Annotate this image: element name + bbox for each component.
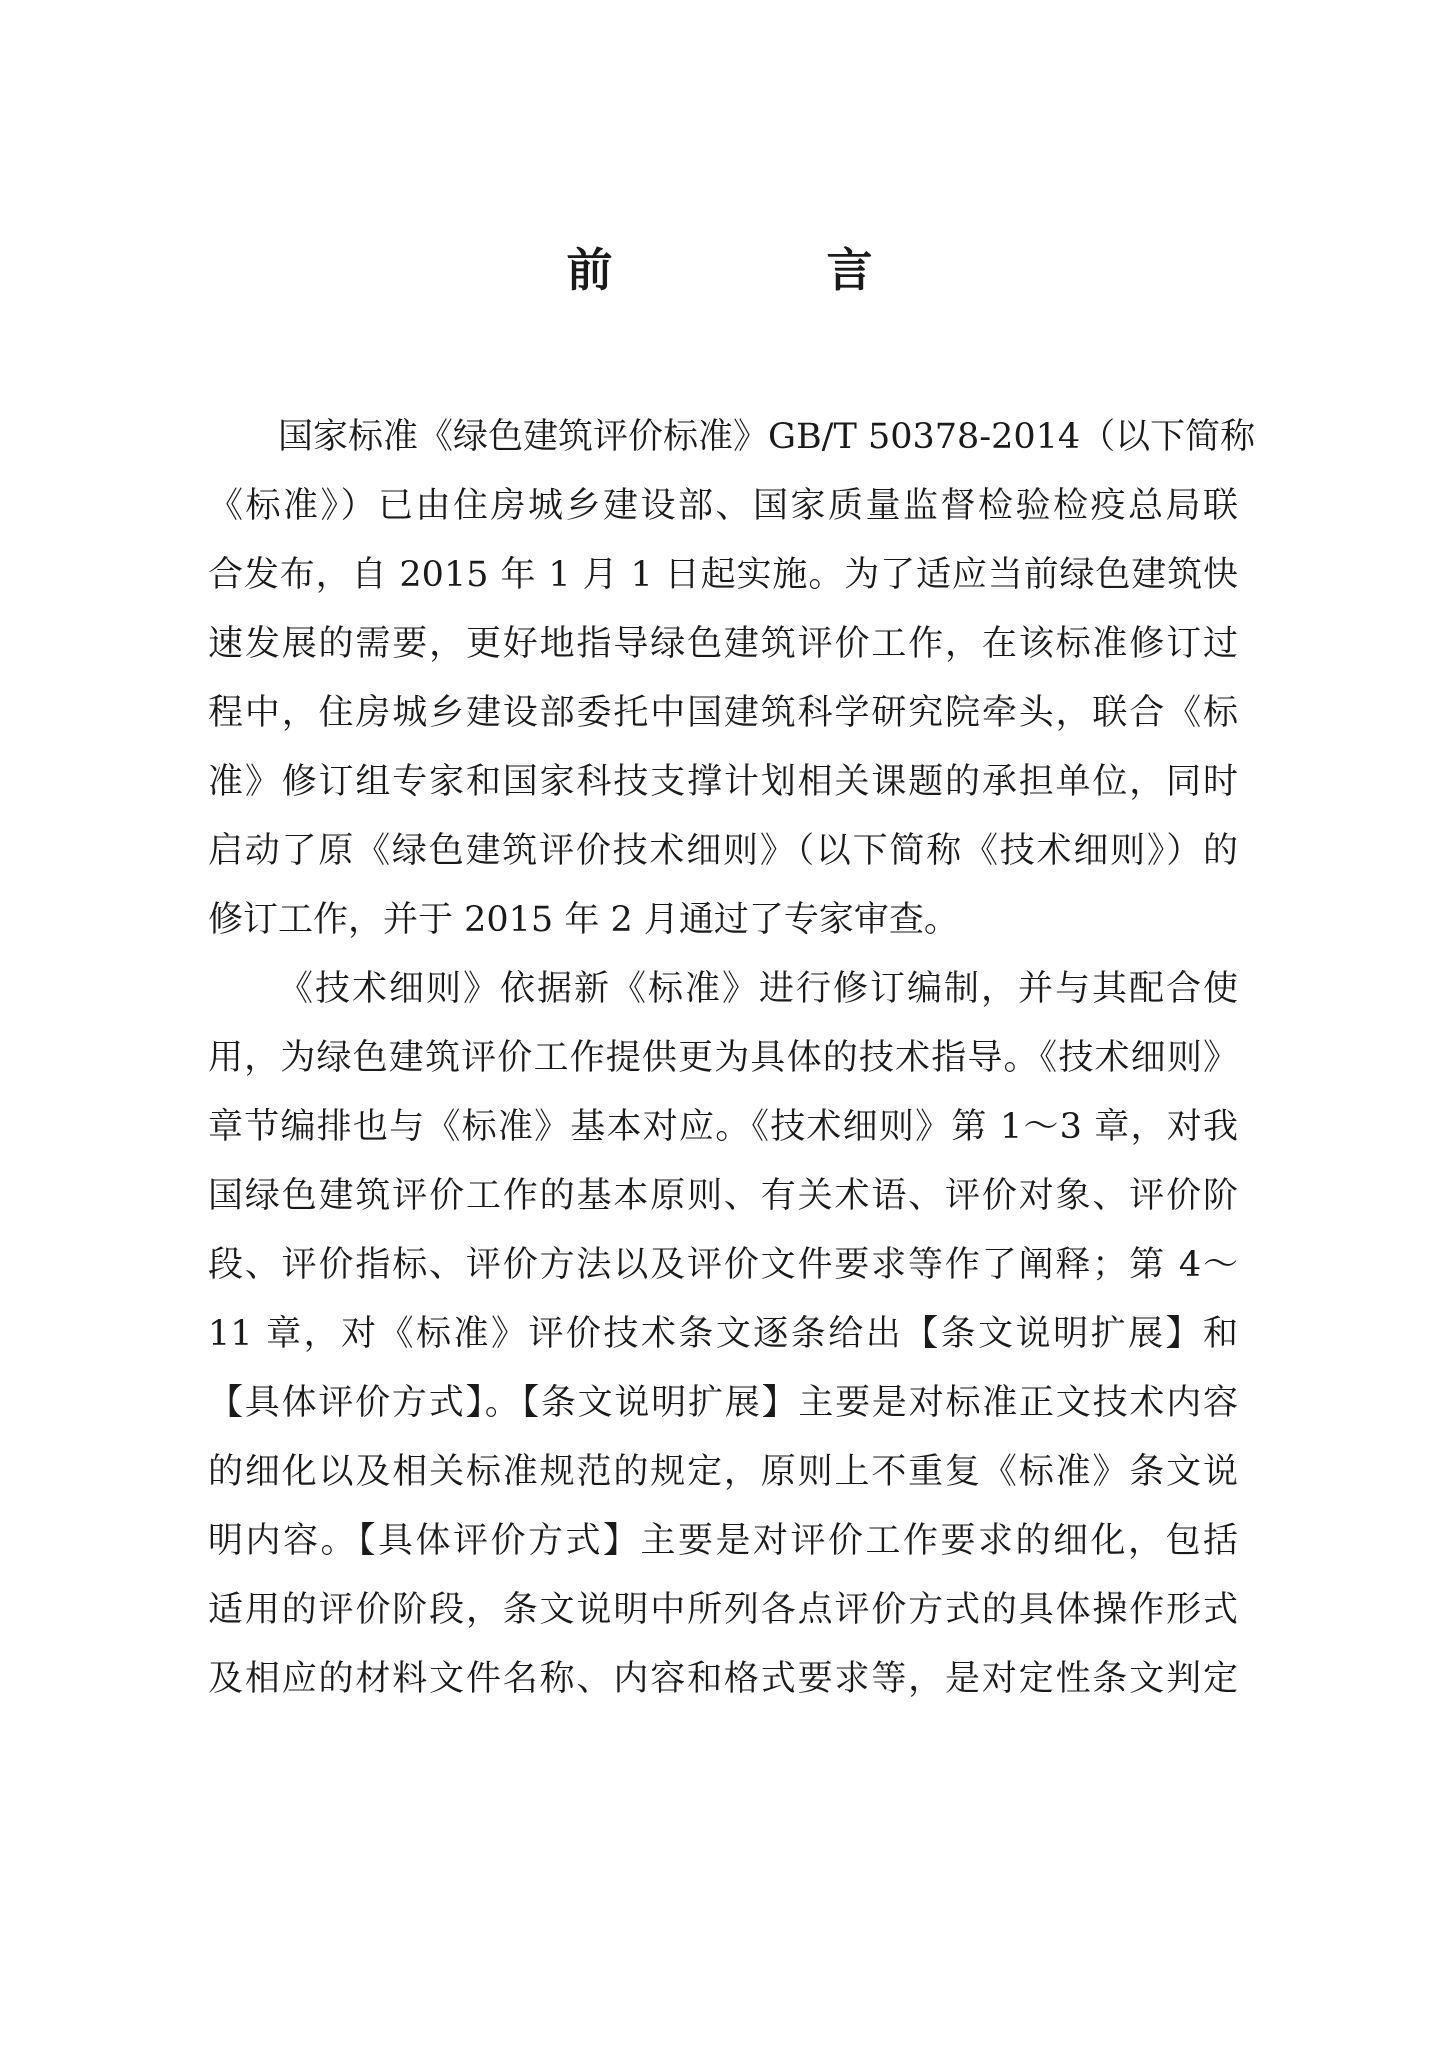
paragraph-line: 启动了原《绿色建筑评价技术细则》（以下简称《技术细则》）的 bbox=[208, 831, 1238, 871]
paragraph-line: 明内容。【具体评价方式】主要是对评价工作要求的细化，包括 bbox=[208, 1521, 1238, 1561]
paragraph-line: 国绿色建筑评价工作的基本原则、有关术语、评价对象、评价阶 bbox=[208, 1176, 1238, 1216]
paragraph-line: 国家标准《绿色建筑评价标准》GB/T 50378-2014（以下简称 bbox=[278, 417, 1256, 457]
paragraph-line: 章节编排也与《标准》基本对应。《技术细则》第 1～3 章，对我 bbox=[208, 1107, 1238, 1147]
paragraph-line: 及相应的材料文件名称、内容和格式要求等，是对定性条文判定 bbox=[208, 1659, 1238, 1699]
paragraph-line: 适用的评价阶段，条文说明中所列各点评价方式的具体操作形式 bbox=[208, 1590, 1238, 1630]
paragraph-line: 准》修订组专家和国家科技支撑计划相关课题的承担单位，同时 bbox=[208, 762, 1238, 802]
paragraph-line: 《技术细则》依据新《标准》进行修订编制，并与其配合使 bbox=[278, 969, 1238, 1009]
paragraph-line: 段、评价指标、评价方法以及评价文件要求等作了阐释；第 4～ bbox=[208, 1245, 1238, 1285]
paragraph-line: 【具体评价方式】。【条文说明扩展】主要是对标准正文技术内容 bbox=[208, 1383, 1238, 1423]
paragraph-line: 程中，住房城乡建设部委托中国建筑科学研究院牵头，联合《标 bbox=[208, 693, 1238, 733]
page-title: 前 言 bbox=[566, 243, 957, 297]
paragraph-line: 用，为绿色建筑评价工作提供更为具体的技术指导。《技术细则》 bbox=[208, 1038, 1238, 1078]
paragraph-line: 合发布，自 2015 年 1 月 1 日起实施。为了适应当前绿色建筑快 bbox=[208, 555, 1238, 595]
paragraph-line: 的细化以及相关标准规范的规定，原则上不重复《标准》条文说 bbox=[208, 1452, 1238, 1492]
paragraph-line: 11 章，对《标准》评价技术条文逐条给出【条文说明扩展】和 bbox=[208, 1314, 1238, 1354]
paragraph-line: 速发展的需要，更好地指导绿色建筑评价工作，在该标准修订过 bbox=[208, 624, 1238, 664]
paragraph-line: 修订工作，并于 2015 年 2 月通过了专家审查。 bbox=[208, 900, 959, 940]
paragraph-line: 《标准》）已由住房城乡建设部、国家质量监督检验检疫总局联 bbox=[208, 486, 1238, 526]
